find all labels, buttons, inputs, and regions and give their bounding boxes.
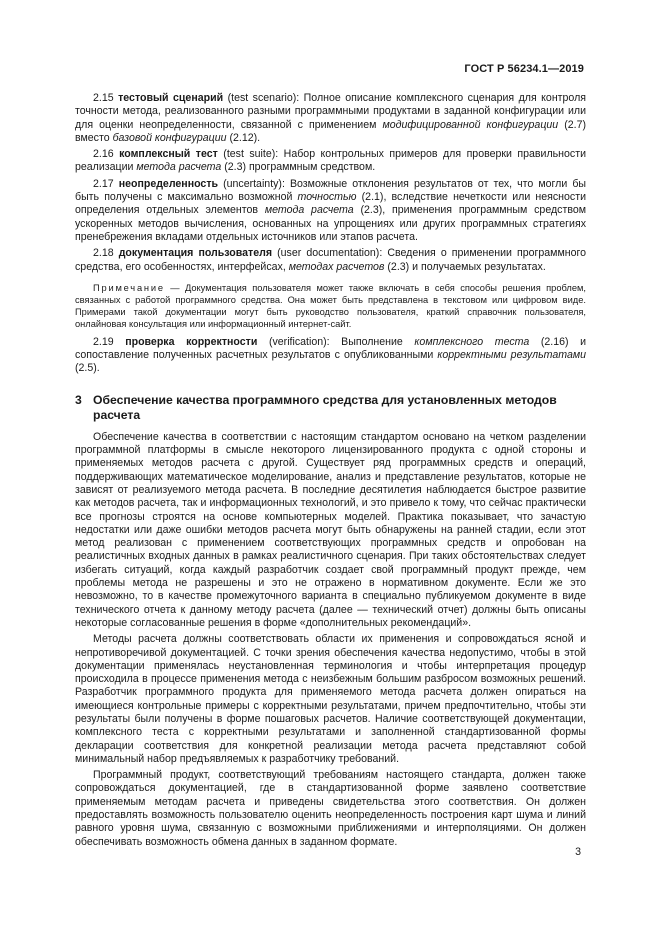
section-3-paragraph-2: Методы расчета должны соответствовать области их применения и сопровождаться ясной и непротиворечивой документацией. С точки зрения обеспечения качества недопустимо, чтобы в этой документации применялась неустановленная терминология и чтобы интерпретация процедур происходила в процессе применения метода с неизбежным большим разбросом возможных решений. Разработчик программного продукта для применяемого метода расчета должен опираться на имеющиеся контрольные примеры с корректными результатами, причем предпочтительно, чтобы эти результаты были получены в форме пошаговых расчетов. Наличие соответствующей документации, комплексного теста с корректными результатами и заполненной стандартизованной формы декларации соответствия для конкретной реализации метода расчета представляют собой минимальный набор предъявляемых к разработчику требований. [75,633,586,765]
definition-2-15 [75,92,586,145]
text-run: 2.17 [93,177,119,190]
definition-2-18 [75,247,586,274]
text-run: 2.16 [93,148,120,161]
text-run: (user documentation): Сведения о применении программного средства, его особенностях, интерфейсах, [75,247,587,273]
document-id-header: ГОСТ Р 56234.1—2019 [464,63,584,75]
page-number: 3 [575,846,581,858]
section-3-heading [75,393,586,423]
definition-2-16 [75,148,586,175]
text-run: (2.1), вследствие нечеткости или неясности определения отдельных элементов [75,191,586,217]
definition-2-19 [75,336,586,376]
note-label: Примечание [93,282,165,293]
term-name: проверка корректности [125,335,258,348]
term-reference: методах расчетов [288,260,385,273]
text-run: (2.12). [226,131,261,144]
text-run: 2.19 [93,335,126,348]
term-reference: базовой конфигурации [112,131,227,144]
definition-2-17 [75,178,586,244]
term-reference: комплексного теста [414,335,530,348]
text-run: 2.15 [93,92,119,104]
text-run: (2.16) и сопоставление полученных расчетных результатов с опубликованными [75,335,587,362]
section-number: 3 [75,392,82,407]
text-run: (2.3) программным средством. [221,161,376,174]
term-reference: точностью [297,191,357,204]
term-name: тестовый сценарий [118,92,224,104]
text-run: (2.5). [75,362,100,375]
section-3-paragraph-1: Обеспечение качества в соответствии с настоящим стандартом основано на четком разделении программной платформы в смысле некоторого лицензированного продукта с одной стороны и применяемых методов расчета с другой. Существует ряд программных средств и операций, поддерживающих математическое моделирование, анализ и представление результатов, которые не зависят от реализуемого метода расчета. В последние десятилетия наблюдается быстрое развитие как методов расчета, так и информационных технологий, и это привело к тому, что сейчас практически все прогнозы строятся на основе компьютерных моделей. Практика показывает, что зачастую недостатки или даже ошибки методов расчета могут быть обнаружены на ранней стадии, если этот метод реализован с применением соответствующих программных средств и опробован на реалистичных входных данных в рамках реалистичного сценария. При таких обстоятельствах следует избегать ситуаций, когда каждый разработчик создает свой программный продукт прежде, чем проблемы метода не разрешены и это не отражено в нормативном документе. Если же это невозможно, то в качестве промежуточного варианта в специально публикуемом документе в виде технического отчета к данному методу расчета (далее — технический отчет) должны быть описаны некоторые согласованные решения в форме «дополнительных рекомендаций». [75,430,586,629]
term-reference: корректными результатами [437,349,586,362]
section-3-paragraph-3: Программный продукт, соответствующий требованиям настоящего стандарта, должен также сопровождаться документацией, где в стандартизованной форме заявлено соответствие применяемым методам расчета и приведены свидетельства этого соответствия. Он должен предоставлять возможность пользователю оценить неопределенность построения карт шума и линий равного уровня шума, связанную с возможными приближениями и интерполяциями. Он должен обеспечивать возможность обмена данных в заданном формате. [75,769,586,848]
text-run: (test scenario): Полное описание комплексного сценария для контроля точности метода, реализованного разными программными продуктами в заданной конфигурации или для оценки неопределенности, связанной с применением [75,92,586,131]
text-run: 2.18 [93,247,119,260]
text-run: (uncertainty): Возможные отклонения результатов от тех, что могли бы быть получены с максимально возможной [75,177,587,204]
term-name: неопределенность [118,177,219,190]
text-run: (2.7) вместо [75,118,587,144]
text-run: (2.3), применения программным средством ускоренных методов вычисления, основанных на упрощениях или других программных стратегиях пренебрежения вкладами отдельных источников или этапов расчета. [75,204,586,243]
section-title: Обеспечение качества программного средства для установленных методов расчета [93,392,557,422]
term-name: комплексный тест [119,148,218,161]
note-2-18 [75,282,586,330]
text-run: (verification): Выполнение [257,335,415,348]
note-text: — Документация пользователя может также включать в себя способы решения проблем, связанных с работой программного средства. Она может быть представлена в текстовом или цифровом виде. Примерами такой документации могут быть руководство пользователя, краткий справочник пользователя, онлайновая консультация или информационный интернет-сайт. [75,282,586,329]
text-run: (test suite): Набор контрольных примеров для проверки правильности реализации [75,148,586,174]
text-run: (2.3) и получаемых результатах. [384,260,546,273]
term-reference: метода расчета [136,161,222,174]
term-reference: метода расчета [264,204,354,217]
term-name: документация пользователя [118,247,273,260]
page-content [75,92,586,849]
term-reference: модифицированной конфигурации [382,118,559,131]
